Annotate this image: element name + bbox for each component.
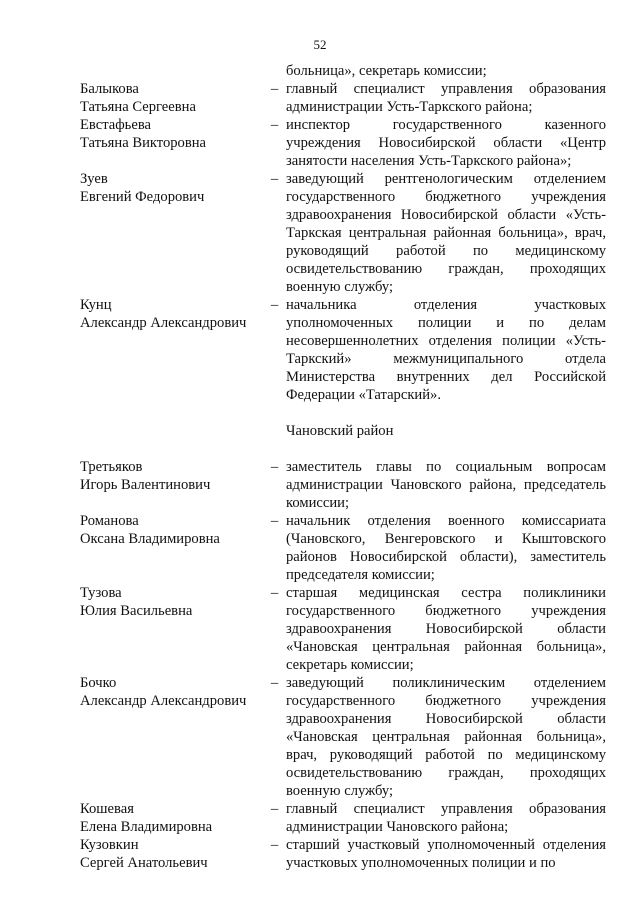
- member-entry: [80, 836, 606, 872]
- member-entry: [80, 296, 606, 404]
- member-entry: [80, 116, 606, 170]
- member-role: инспектор государственного казенного учреждения Новосибирской области «Центр занятости населения Усть-Таркского района»;: [286, 117, 606, 169]
- member-name: [80, 584, 263, 620]
- member-entry: [80, 458, 606, 512]
- member-given-names: Елена Владимировна: [80, 819, 213, 835]
- dash-separator: –: [270, 171, 279, 187]
- member-role: старший участковый уполномоченный отделения участковых уполномоченных полиции и по: [286, 837, 606, 871]
- member-name: [80, 836, 263, 872]
- member-surname: Зуев: [80, 171, 108, 187]
- member-name: [80, 512, 263, 548]
- member-entry: [80, 800, 606, 836]
- dash-separator: –: [270, 117, 279, 133]
- member-given-names: Александр Александрович: [80, 315, 247, 331]
- member-name: [80, 296, 263, 332]
- member-surname: Третьяков: [80, 459, 143, 475]
- member-name: [80, 674, 263, 710]
- member-entry: [80, 584, 606, 674]
- member-given-names: Татьяна Викторовна: [80, 135, 207, 151]
- member-given-names: Татьяна Сергеевна: [80, 99, 196, 115]
- member-role: заместитель главы по социальным вопросам администрации Чановского района, председатель комиссии;: [286, 459, 606, 511]
- member-surname: Бочко: [80, 675, 117, 691]
- member-role: заведующий поликлиническим отделением государственного бюджетного учреждения здравоохранения Новосибирской области «Чановская центральная районная больница», врач, руководящий работой по медицинскому освидетельствованию граждан, проходящих военную службу;: [286, 675, 606, 799]
- document-body: [80, 62, 606, 872]
- member-given-names: Александр Александрович: [80, 693, 247, 709]
- member-name: [80, 170, 263, 206]
- continuation-line: [80, 62, 606, 80]
- member-role: старшая медицинская сестра поликлиники государственного бюджетного учреждения здравоохранения Новосибирской области «Чановская центральная районная больница», секретарь комиссии;: [286, 585, 606, 673]
- dash-separator: –: [270, 297, 279, 313]
- member-role: начальника отделения участковых уполномоченных полиции и по делам несовершеннолетних отделения полиции «Усть-Таркский» межмуниципального отдела Министерства внутренних дел Российской Федерации «Татарский».: [286, 297, 606, 403]
- continuation-text: больница», секретарь комиссии;: [286, 63, 487, 79]
- member-surname: Балыкова: [80, 81, 139, 97]
- member-role: главный специалист управления образования администрации Усть-Таркского района;: [286, 81, 606, 115]
- member-name: [80, 458, 263, 494]
- member-surname: Евстафьева: [80, 117, 151, 133]
- dash-separator: –: [270, 81, 279, 97]
- section-heading: Чановский район: [286, 423, 394, 439]
- member-given-names: Евгений Федорович: [80, 189, 205, 205]
- member-role: начальник отделения военного комиссариата (Чановского, Венгеровского и Кыштовского районов Новосибирской области), заместитель председателя комиссии;: [286, 513, 606, 583]
- member-role: главный специалист управления образования администрации Чановского района;: [286, 801, 606, 835]
- dash-separator: –: [270, 459, 279, 475]
- member-surname: Кунц: [80, 297, 112, 313]
- member-entry: [80, 170, 606, 296]
- member-entry: [80, 80, 606, 116]
- member-name: [80, 116, 263, 152]
- member-role: заведующий рентгенологическим отделением государственного бюджетного учреждения здравоохранения Новосибирской области «Усть-Таркская центральная районная больница», врач, руководящий работой по медицинскому освидетельствованию граждан, проходящих военную службу;: [286, 171, 606, 295]
- member-name: [80, 800, 263, 836]
- dash-separator: –: [270, 801, 279, 817]
- member-name: [80, 80, 263, 116]
- page-number: 52: [313, 37, 327, 52]
- member-surname: Романова: [80, 513, 139, 529]
- member-surname: Кошевая: [80, 801, 134, 817]
- member-given-names: Игорь Валентинович: [80, 477, 211, 493]
- member-surname: Кузовкин: [80, 837, 139, 853]
- member-surname: Тузова: [80, 585, 122, 601]
- dash-separator: –: [270, 675, 279, 691]
- member-entry: [80, 674, 606, 800]
- dash-separator: –: [270, 513, 279, 529]
- member-given-names: Сергей Анатольевич: [80, 855, 208, 871]
- member-given-names: Оксана Владимировна: [80, 531, 220, 547]
- member-given-names: Юлия Васильевна: [80, 603, 193, 619]
- member-entry: [80, 512, 606, 584]
- dash-separator: –: [270, 837, 279, 853]
- dash-separator: –: [270, 585, 279, 601]
